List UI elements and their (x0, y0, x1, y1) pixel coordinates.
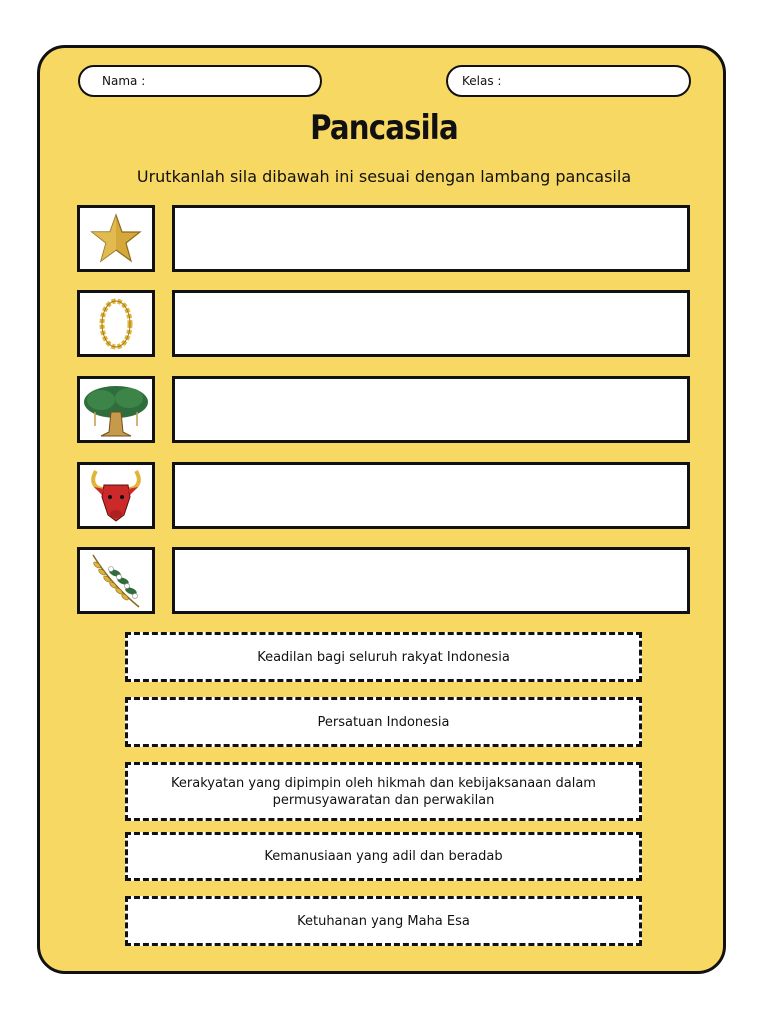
symbol-box-2 (77, 290, 155, 357)
answer-box-1[interactable] (172, 205, 690, 272)
sila-card-kerakyatan[interactable] (125, 762, 642, 821)
instruction-text: Urutkanlah sila dibawah ini sesuai dengan lambang pancasila (136, 167, 632, 186)
symbol-box-4 (77, 462, 155, 529)
sila-card-text: Kerakyatan yang dipimpin oleh hikmah dan kebijaksanaan dalam permusyawaratan dan perwakilan (171, 775, 596, 808)
answer-box-5[interactable] (172, 547, 690, 614)
sila-card-text: Kemanusiaan yang adil dan beradab (264, 849, 503, 864)
sila-card-persatuan[interactable] (125, 697, 642, 747)
sila-card-keadilan[interactable] (125, 632, 642, 682)
symbol-box-3 (77, 376, 155, 443)
rice-and-cotton-icon (85, 551, 147, 611)
bull-head-icon (86, 467, 146, 525)
sila-card-ketuhanan[interactable] (125, 896, 642, 946)
sila-card-kemanusiaan[interactable] (125, 832, 642, 881)
answer-box-2[interactable] (172, 290, 690, 357)
banyan-tree-icon (81, 382, 151, 438)
name-field[interactable] (78, 65, 322, 97)
sila-card-text: Keadilan bagi seluruh rakyat Indonesia (257, 649, 510, 665)
star-icon (89, 212, 143, 266)
name-label: Nama : (102, 74, 146, 88)
symbol-box-5 (77, 547, 155, 614)
answer-box-4[interactable] (172, 462, 690, 529)
sila-card-text: Ketuhanan yang Maha Esa (297, 913, 470, 929)
page-title: Pancasila (310, 108, 458, 148)
class-label: Kelas : (462, 74, 502, 88)
answer-box-3[interactable] (172, 376, 690, 443)
sila-card-text: Persatuan Indonesia (317, 714, 450, 730)
class-field[interactable] (446, 65, 691, 97)
gold-chain-icon (91, 296, 141, 352)
symbol-box-1 (77, 205, 155, 272)
